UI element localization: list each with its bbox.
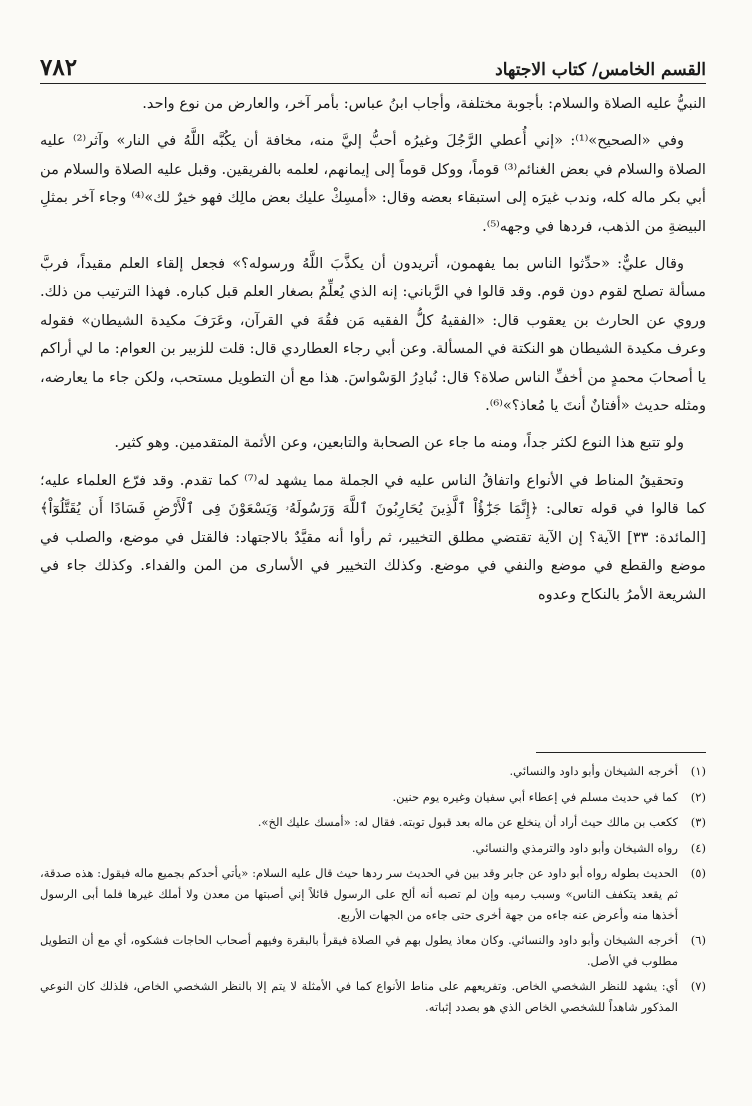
footnote-text: أي: يشهد للنظر الشخصي الخاص. وتفريعهم على مناط الأنواع كما في الأمثلة لا يتم إلا بالنظر الشخصي الخاص، فلذلك كان النوعي المذكور شاهداً للشخصي الخاص الذي هو بصدد إثباته. xyxy=(40,979,678,1014)
paragraph: وفي «الصحيح»⁽¹⁾: «إني أُعطي الرَّجُلَ وغيرُه أحبُّ إليَّ منه، مخافة أن يكُبَّه اللَّهُ في النار» وآثر⁽²⁾ عليه الصلاة والسلام في بعض الغنائم⁽³⁾ قوماً، ووكل قوماً إلى إيمانهم، لعلمه بالفريقين. وقبل عليه الصلاة والسلام من أبي بكر ماله كله، وندب غيرَه إلى استبقاء بعضه وقال: «أمسِكْ عليك بعض مالِك فهو خيرٌ لك»⁽⁴⁾ وجاء آخر بمثلِ البيضةِ من الذهب، فردها في وجهه⁽⁵⁾. xyxy=(40,132,706,235)
paragraph: ولو تتبع هذا النوع لكثر جداً، ومنه ما جاء عن الصحابة والتابعين، وعن الأئمة المتقدمين. وهو كثير. xyxy=(114,434,684,452)
main-text xyxy=(40,90,706,609)
page-number: ٧٨٢ xyxy=(40,54,78,81)
footnote xyxy=(40,838,706,859)
footnote xyxy=(40,787,706,808)
footnote-text: رواه الشيخان وأبو داود والترمذي والنسائي. xyxy=(471,840,678,855)
footnote-number: (٤) xyxy=(690,840,706,855)
footnote-number: (٦) xyxy=(690,933,706,948)
footnote xyxy=(40,812,706,833)
footnote xyxy=(40,976,706,1017)
footnote-number: (١) xyxy=(690,764,706,778)
footnote-text: أخرجه الشيخان وأبو داود والنسائي. وكان معاذ يطول بهم في الصلاة فيقرأ بالبقرة وفيهم أصحاب الحاجات فشكوه، أي مع أن التطويل مطلوب في الأصل. xyxy=(40,933,678,968)
footnote-text: ككعب بن مالك حيث أراد أن ينخلع عن ماله بعد قبول توبته. فقال له: «أمسك عليك الخ». xyxy=(257,815,678,830)
footnote xyxy=(40,863,706,925)
page-header xyxy=(40,52,706,84)
footnote-number: (٧) xyxy=(690,979,706,994)
footnote-text: أخرجه الشيخان وأبو داود والنسائي. xyxy=(509,764,678,778)
footnote-number: (٢) xyxy=(690,789,706,804)
footnote-text: الحديث بطوله رواه أبو داود عن جابر وقد بين في الحديث سر ردها حيث قال عليه السلام: «يأتي أحدكم بجميع ماله فيقول: هذه صدقة، ثم يقعد يتكفف الناس» وسبب رميه وإن لم تصبه أنه ألح على الرسول قائلاً إني أصبتها من معدن ولا أملك غيرها فلما أبى الرسول أخذها منه وأعرض عنه جاءه من جهة أخرى حتى جاءه من الجهات الأربع. xyxy=(40,866,678,922)
paragraph: النبيُّ عليه الصلاة والسلام: بأجوبة مختلفة، وأجاب ابنُ عباس: بأمر آخر، والعارض من نوع واحد. xyxy=(142,95,706,112)
running-title: القسم الخامس/ كتاب الاجتهاد xyxy=(495,60,706,80)
footnotes xyxy=(40,752,706,1023)
footnote-divider xyxy=(536,752,706,753)
paragraph: وتحقيقُ المناط في الأنواع واتفاقُ الناس عليه في الجملة مما يشهد له⁽⁷⁾ كما تقدم. وقد فرّع العلماء عليه؛ كما قالوا في قوله تعالى: ﴿إِنَّمَا جَزَٰٓؤُاْ ٱلَّذِينَ يُحَارِبُونَ ٱللَّهَ وَرَسُولَهُۥ وَيَسْعَوْنَ فِى ٱلْأَرْضِ فَسَادًا أَن يُقَتَّلُوٓاْ﴾ [المائدة: ٣٣] الآية؟ إن الآية تقتضي مطلق التخيير، ثم رأوا أنه مقيَّدٌ بالاجتهاد: فالقتل في موضع، والصلب في موضع والقطع في موضع والنفي في موضع. وكذلك التخيير في الأسارى من المن والفداء. وكذلك جاء في الشريعة الأمرُ بالنكاح وعدوه xyxy=(40,471,706,603)
footnote xyxy=(40,761,706,782)
footnote xyxy=(40,930,706,971)
footnote-number: (٥) xyxy=(690,866,706,881)
footnote-number: (٣) xyxy=(690,815,706,830)
paragraph: وقال عليٌّ: «حدِّثوا الناس بما يفهمون، أتريدون أن يكذَّبَ اللَّهُ ورسوله؟» فجعل إلقاء العلم مقيداً، فربَّ مسألة تصلح لقوم دون قوم. وقد قالوا في الرَّباني: إنه الذي يُعلِّمُ بصغار العلم قبل كباره. فهذا الترتيب من ذلك. وروي عن الحارث بن يعقوب قال: «الفقيهُ كلُّ الفقيه مَن فقُهَ في القرآن، وعَرَفَ مكيدة الشيطان» فقوله وعرف مكيدة الشيطان هو النكتة في المسألة. وعن أبي رجاء العطاردي قال: قلت للزبير بن العوام: ما لي أراكم يا أصحابَ محمدٍ من أخفِّ الناس صلاة؟ قال: نُبادِرُ الوَسْواسَ. هذا مع أن التطويل مستحب، ولكن جاء ما يعارضه، ومثله حديث «أفتانٌ أنتَ يا مُعاذ؟»⁽⁶⁾. xyxy=(40,255,706,415)
footnote-text: كما في حديث مسلم في إعطاء أبي سفيان وغيره يوم حنين. xyxy=(392,789,678,804)
